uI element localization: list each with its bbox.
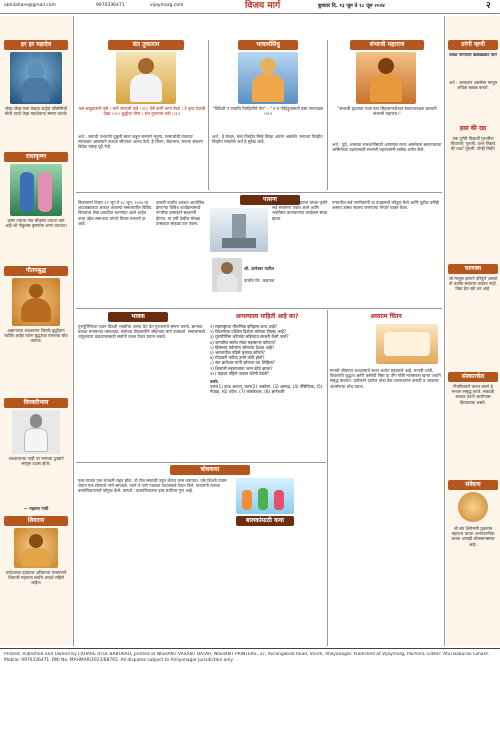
left-section-shivray-title: शिवराय <box>4 516 68 526</box>
left-column-divider <box>73 16 74 646</box>
gandhi-image <box>12 410 60 454</box>
article3-title: अध्यात्म चिंतन <box>370 313 402 320</box>
article1-body-2: दरवर्षी पाचोरा शहरात आयोजित होणाऱ्या विविध कार्यक्रमांमध्ये नागरिक उत्साहाने सहभागी होतात. या वर्षी देखील मोठ्या उत्साहात सोहळा पार पडला. <box>156 200 205 226</box>
footer-imprint: Printed, Published and Owned by LAHARE ATUL BABURAO, printed at NISHANT VASANT DATAR, NISHANT PRINTERS, 37, Aurangabad Road, Shirdi, Ahilyanagar. Published at Vijaymarg, Pachora. Editor: Atul Baburao Lahare. Mobile: 9970336471. RNI No. MAHMAR/2023/88765. All disputes subject to Ahilyanagar jurisdiction only. <box>4 652 490 663</box>
quiz-answers-title: उत्तरे: <box>210 379 219 385</box>
buddha-quote: अज्ञानाच्या अंधकारात जितके बुद्धीवान व्यक्ति आहेत त्यांना बुद्धाच्या वचनाचा बोध करावा। <box>4 328 68 344</box>
right-section-samvedana-title: संवेदना <box>448 480 498 490</box>
sambhaji-verse: "संभाजी हृदयाचा राजा वाघ सिंहासनाधीश्वर स्वराज्यरक्षक छत्रपती संभाजी महाराज।" <box>337 106 437 117</box>
quiz-title: आपल्याला माहिती आहे का? <box>235 313 299 320</box>
samvedana-image <box>458 492 488 522</box>
mhani-meaning: अर्थ : अल्पज्ञान असलेला माणूस अधिक बडबड करतो. <box>448 80 498 91</box>
joke-text: एक पुणेरी विद्यार्थी गुरुजींना विचारतो: गुरुजी, उत्तर लिहावं की प्रश्न? गुरुजी: दोन्ही लिही! <box>450 136 496 152</box>
tukaram-image <box>116 52 176 104</box>
article1-temple-image <box>210 208 268 252</box>
article3-body-lead <box>330 326 374 366</box>
article2-title: भावक <box>108 312 168 322</box>
article1-body-3: श्री संत गजानन महाराज यांच्या कृपेने सर्व भक्तगण एकत्र आले आणि भक्तीमय वातावरणात कार्यक्रम संपन्न झाला. <box>272 200 328 221</box>
left-section-radhakrishna-title: राधाकृष्ण <box>4 152 68 162</box>
shiva-quote: जेव्हा जेव्हा मला माझ्या कर्तृत्व परिसीमेची भीती वाटते तेव्हा महादेवाचा स्मरण करतो। <box>4 106 68 117</box>
tukaram-title: संत तुकाराम <box>108 40 184 50</box>
article1-author-name: श्री. ज्ञानेश्वर पाटील <box>244 266 274 271</box>
quiz-item: ३) गुरुपौर्णिमा कोणत्या महिन्यात साजरी केली जाते? <box>210 334 289 340</box>
left-section-shiva-title: हर हर महादेव <box>4 40 68 50</box>
article1-divider <box>76 308 442 309</box>
virakti-quote: अंधकाराच्या नाही तर मनाच्या दुःखाने माणूस उदास होतो। <box>8 456 64 467</box>
buddha-image <box>12 278 60 326</box>
shiva-image <box>10 52 62 104</box>
col-divider-lower <box>327 310 328 646</box>
quiz-item: ९) शिवाजी महाराजांचा जन्म कोठे झाला? <box>210 365 273 371</box>
quiz-item: १०) चंद्रावर पहिले पाऊल कोणी ठेवले? <box>210 370 270 376</box>
page-header <box>0 0 500 14</box>
kids-image <box>236 478 294 514</box>
bhavarth-verse: "विदिशी न पापाचि विरहिणीचे पेम" । " न त नेवेदेहूजमाती हस्त नमजाळत ।।२।। <box>212 106 324 117</box>
header-email: abhilahare@gmail.com <box>4 3 56 8</box>
quiz-item: ८) संत ज्ञानेश्वर यांनी कोणता ग्रंथ लिहिला? <box>210 360 276 366</box>
radhakrishna-image <box>10 164 62 216</box>
quiz-item: ५) हिमालय पर्वतरांग कोणत्या देशात आहे? <box>210 344 275 350</box>
shivray-image <box>14 528 58 568</box>
sambhaji-title: संभाजी महाराज <box>350 40 424 50</box>
shivray-quote: परदेशाच्या हृदयावर अधिराज्य गाजवणारे शिवाजी महाराज सर्वांचे आदर्श राहिले आहेत। <box>5 570 67 586</box>
header-date: बुधवार दि. १३ जून ते १८ जून २०२४ <box>318 3 385 9</box>
sambhaji-image <box>356 52 416 104</box>
page-number: २ <box>486 1 491 11</box>
bhavarth-title: भावार्थसिंधु <box>238 40 298 50</box>
tukaram-abhang: कष्ट सखुपासनी दंडी । मनी जणाजी पाहे ।।१।। तैसे कर्मी भाग्य मिळे । ते कृपा देवाची देखा ।।२।। बुद्धीचा योग्य । संत तुकाराम करी ।।३।। <box>78 106 206 117</box>
quiz-list <box>210 324 324 460</box>
quiz-item: २) विदर्भाच्या पश्चिम दिशेला कोणता जिल्हा आहे? <box>210 329 286 335</box>
chanakya-quote: जो माणूस ज्ञानाने परिपूर्ण असतो तो कधीच संकटात घाबरत नाही. विद्या हेच खरे धन आहे. <box>448 276 498 292</box>
right-section-mhani-title: तरंगी म्हणी <box>448 40 498 50</box>
quiz-item: १) महाराष्ट्राचा पौराणिक इतिहास काय आहे? <box>210 324 278 329</box>
bhavarth-image <box>238 52 298 104</box>
sanskar-quote: नियमितपणे वाचन करणे हे मनाला समृद्ध करते. सकाळी लवकर उठणे आरोग्यास हितकारक असते. <box>451 384 495 405</box>
article1-author-role: पाचोरा जि. जळगाव <box>244 278 275 283</box>
article1-body-4: नगरातील सर्व नागरिकांनी या उपक्रमाचे कौतुक केले आणि पुढील वर्षीही असाच उत्सव साजरा करण्याचा निर्धार व्यक्त केला. <box>332 200 440 211</box>
mhani-quote: उथळ पाण्याला खळखळाट फार <box>449 52 497 57</box>
right-column-divider <box>444 16 445 646</box>
quiz-item: ६) भारतातील पहिले वृत्तपत्र कोणते? <box>210 350 266 356</box>
footer-divider <box>0 648 500 649</box>
quiz-item: ७) गोदावरी नदीचा उगम कोठे होतो? <box>210 355 265 361</box>
header-site: vijaymarg.com <box>150 3 184 8</box>
right-section-chanakya-title: चाणक्य <box>448 264 498 274</box>
quiz-answers: उत्तर(1) दाऊ अवाण, उत्तर(2) अकोला, (3) आषाढ, (4) पॅसिफिक, (5) नेपाळ, (6) दर्पण, (7) त्र्यंबकेश्वर, (8) ज्ञानेश्वरी <box>210 384 323 395</box>
right-section-joke-title: हसा की रडा <box>459 125 487 132</box>
kids-story: एका गावात एक शेतकरी राहत होता. तो रोज सकाळी उठून शेतात काम करायचा. एके दिवशी त्याला शेतात एक सोन्याचे नाणे सापडले. त्याने ते नाणे गावच्या पाटलाकडे नेऊन दिले. पाटलांनी त्याच्या प्रामाणिकपणाचे कौतुक केले. तात्पर्य : प्रामाणिकपणा हाच सर्वोत्तम गुण आहे. <box>78 478 227 494</box>
col3-divider <box>327 40 328 190</box>
samvedana-quote: श्री संत शिरोमणी तुकाराम महाराज यांच्या अभंगवाणीचा प्रभाव आजही लोकमानसावर आहे. <box>451 526 495 547</box>
article3-image <box>376 324 438 364</box>
left-section-buddha-title: गौतमबुद्ध <box>4 266 68 276</box>
kids-title: बोधकथा <box>170 465 250 475</box>
article3-body: मानवी जीवनात अध्यात्माचे स्थान अत्यंत महत्त्वाचे आहे. मनाची शांती, विचारांची शुद्धता आणि कर्माची निष्ठा या तीन गोष्टी माणसाला खऱ्या अर्थाने समृद्ध करतात. प्रत्येकाने दररोज थोडा वेळ ध्यानधारणा करावी व आपल्या अंतर्मनाचा शोध घ्यावा. <box>330 368 441 389</box>
article1-author-photo <box>212 258 242 292</box>
virakti-author: — महात्मा गांधी <box>23 506 49 511</box>
top-section-divider <box>76 192 442 193</box>
article1-body-1: विजयमार्ग विचार ११ जून ते १८ जून, २०२४ या आठवड्याच्या अंकात आपल्या समाजातील विविध विषयांवर लेख प्रकाशित करण्यात आले आहेत. याचा उद्देश समाजात चांगले विचार रुजवणे हा आहे. <box>78 200 152 226</box>
article1-title: पासना <box>240 195 300 205</box>
masthead-title: विजय मार्ग <box>245 1 281 11</box>
bhavarth-meaning: अर्थ : हे केवल, मला विरहीत मिन्हे विरहा अंतरंग अडलेले. मनाच्या विरहीत विरहीत मांडलेले अर्थ हे सुरेख आहे. <box>212 134 323 145</box>
kids-subtitle: बालकांसाठी कथा <box>236 516 294 526</box>
col2-divider <box>208 40 209 190</box>
article2-body: गुरुपूर्णिमेच्या पावन दिवशी भक्तीचा आनंद घेत घेत गुरुजनांचे स्मरण करावे. ज्ञानाचा प्रकाश मनामनात पसरवावा. संतांच्या शिकवणीने जीवनाचा मार्ग उजळतो. समाजामध्ये चांगुलपणा वाढवण्यासाठी सर्वांनी एकत्र येऊन प्रयत्न करावे. <box>78 324 205 340</box>
right-section-sanskar-title: संस्कारवेल <box>448 372 498 382</box>
tukaram-meaning: अर्थ : जगाची उभारणी चुकूनी स्वतः कडून करणारे मनुष्य, परमार्थाची पायवाट सांभाळत असल्याने त्याच्या जीवनात आनंद येतो. हे चिंतन, सेवाभाव, मनाचा संकल्प विवेक यांसह पुढे नेतो. <box>78 134 203 150</box>
radhakrishna-quote: कृष्ण ज्याचा नाव श्रीकृष्ण ज्याचा धाम आहे श्री गोकुलम कृष्णाचा शरण करतात। <box>5 218 67 229</box>
sambhaji-meaning: अर्थ : पुढे, आमच्या राजधानींसाठी आपणास मान्य असलेल्या स्वराज्याच्या अस्मितेच्या रक्षणासाठी संभाजी महाराजांनी सर्वस्व अर्पण केले. <box>332 142 442 153</box>
left-section-virakti-title: विरक्तीभाव <box>4 398 68 408</box>
quiz-item: ४) जगातील सर्वात मोठा महासागर कोणता? <box>210 339 276 345</box>
article2-divider <box>76 462 326 463</box>
header-phone: 9970336471 <box>96 3 125 8</box>
